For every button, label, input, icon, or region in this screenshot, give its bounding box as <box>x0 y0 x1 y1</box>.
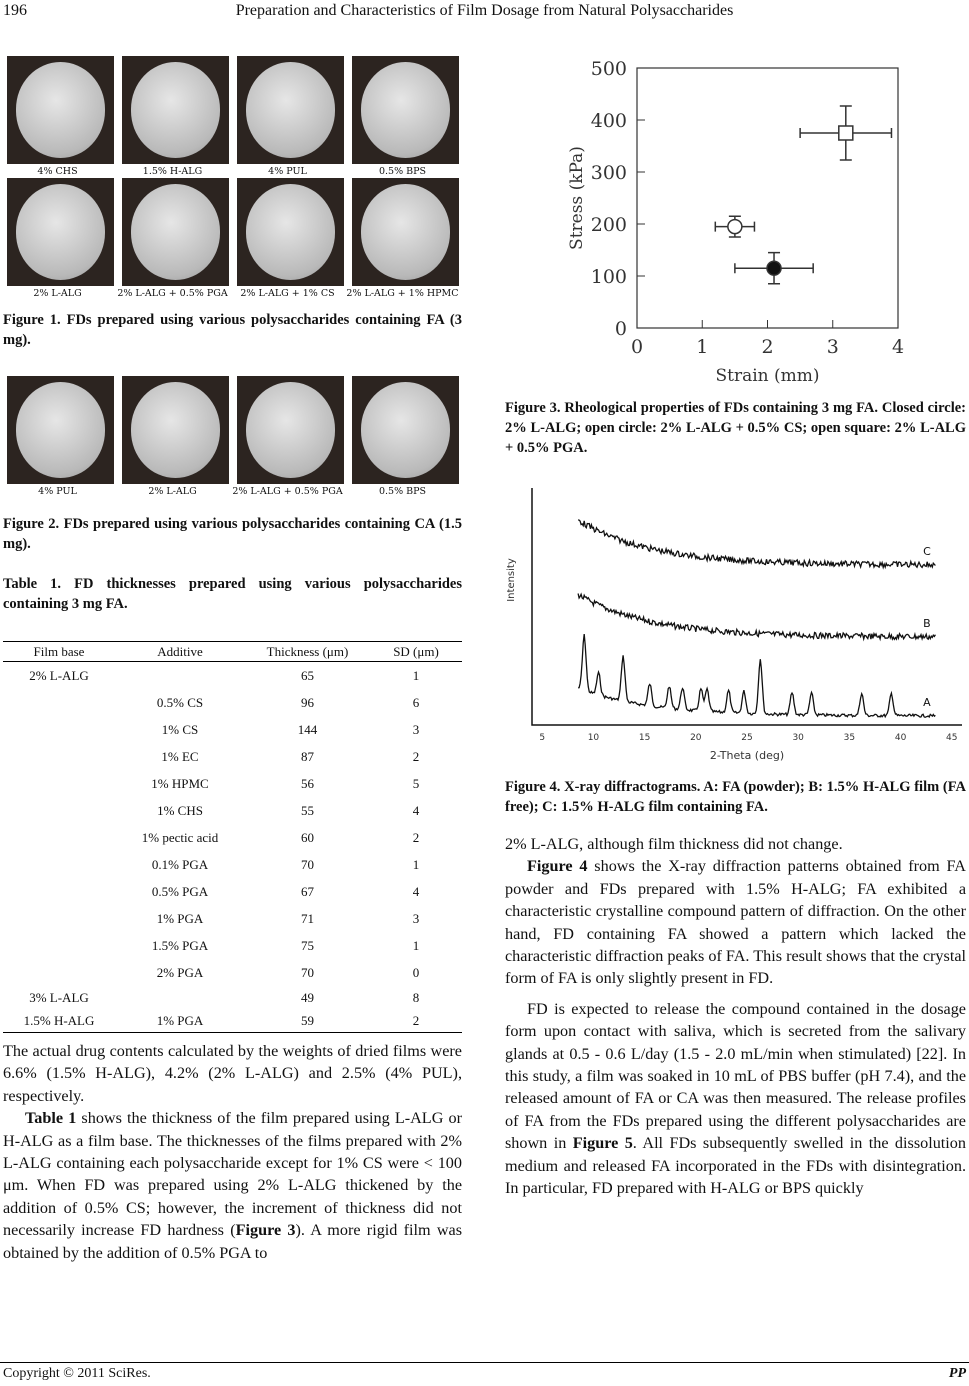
table-row <box>3 1009 462 1033</box>
journal-abbrev: PP <box>948 1366 966 1381</box>
film-photo <box>352 376 459 484</box>
film-disc <box>246 62 336 157</box>
figure-reference: Figure 3 <box>235 1221 296 1240</box>
column-header: SD (μm) <box>370 642 462 662</box>
film-disc <box>246 382 336 477</box>
paragraph-text: FD is expected to release the compound contained in the dosage form upon contact with saliva, which is secreted from the salivary glands at 0.5 - 0.6 L/day (1.5 - 2.0 mL/min when stimulated) [22]. In this study, a film was soaked in 10 mL of PBS buffer (pH 7.4), and the released amount of FA or CA was then measured. The release profiles of FA from the FDs prepared using the different polysaccharides are shown in <box>505 999 966 1153</box>
film-disc <box>16 382 106 477</box>
paragraph <box>505 855 966 989</box>
film-disc <box>361 184 451 279</box>
x-axis-label: Strain (mm) <box>715 366 820 386</box>
footer-rule <box>0 1362 969 1363</box>
figure-2 <box>0 372 465 502</box>
table-cell <box>115 662 245 690</box>
table-cell: 1% EC <box>161 748 199 764</box>
film-disc <box>131 184 221 279</box>
film-label: 1.5% H-ALG <box>142 166 203 177</box>
table-cell <box>3 851 115 878</box>
table-cell: 4 <box>412 883 420 899</box>
film-disc <box>361 62 451 157</box>
film-disc <box>131 62 221 157</box>
table-cell: 1.5% PGA <box>151 937 209 953</box>
y-axis-label: Stress (kPa) <box>567 146 587 250</box>
figure-2-caption: Figure 2. FDs prepared using various polysaccharides containing CA (1.5 mg). <box>3 516 462 552</box>
table-row <box>3 932 462 959</box>
table-row <box>3 959 462 986</box>
table-row <box>3 851 462 878</box>
x-tick-label: 1 <box>696 336 709 358</box>
film-photo <box>7 56 114 164</box>
film-photo <box>352 56 459 164</box>
x-tick-label: 25 <box>741 733 753 743</box>
table-row <box>3 716 462 743</box>
axes <box>532 488 962 725</box>
page-number: 196 <box>3 2 27 19</box>
series-label: A <box>923 696 931 709</box>
table-cell: 1.5% H-ALG <box>3 1009 115 1033</box>
table-row <box>3 770 462 797</box>
film-label: 4% PUL <box>268 166 307 177</box>
table-cell: 1% HPMC <box>151 775 209 791</box>
table-row <box>3 662 462 690</box>
table-cell: 75 <box>301 937 314 953</box>
table-cell: 2% PGA <box>156 964 204 980</box>
table-reference: Table 1 <box>25 1109 77 1128</box>
table-row <box>3 824 462 851</box>
table-row <box>3 743 462 770</box>
series-label: B <box>923 617 931 630</box>
figure-3-chart <box>560 50 910 390</box>
y-tick-label: 300 <box>590 162 627 184</box>
table-cell: 55 <box>301 802 314 818</box>
table-cell: 1% pectic acid <box>141 829 219 845</box>
table-cell: 0 <box>412 964 420 980</box>
table-cell <box>3 824 115 851</box>
film-photo <box>122 376 229 484</box>
film-label: 4% PUL <box>38 486 77 497</box>
table-cell <box>3 770 115 797</box>
plot-frame <box>637 68 898 328</box>
x-tick-label: 15 <box>638 733 651 743</box>
y-tick-label: 100 <box>590 266 627 288</box>
film-label: 2% L-ALG + 1% HPMC <box>346 288 459 299</box>
table-cell: 3 <box>412 910 420 926</box>
table-cell: 70 <box>301 856 314 872</box>
paragraph-text: shows the thickness of the film prepared using L-ALG or H-ALG as a film base. The thicknesses of the films prepared with 2% L-ALG containing each polysaccharide except for 1% CS were < 100 μm. When FD was prepared using 2% L-ALG thickened by the addition of 0.5% CS; however, the increment of thickness did not necessarily increase FD hardness ( <box>3 1109 462 1240</box>
running-header <box>0 0 969 24</box>
film-photo <box>7 178 114 286</box>
table-cell <box>3 716 115 743</box>
table-cell: 65 <box>301 667 314 683</box>
table-cell: 144 <box>297 721 318 737</box>
table-cell: 60 <box>301 829 314 845</box>
data-point-square <box>839 126 853 140</box>
table-cell: 49 <box>301 989 314 1005</box>
table-cell: 1% PGA <box>115 1009 245 1033</box>
table-cell <box>3 932 115 959</box>
figure-1-caption: Figure 1. FDs prepared using various polysaccharides containing FA (3 mg). <box>3 312 462 348</box>
table-cell: 1 <box>412 937 420 953</box>
table-row <box>3 797 462 824</box>
y-tick-label: 400 <box>590 110 627 132</box>
table-cell: 67 <box>301 883 314 899</box>
x-tick-label: 2 <box>761 336 774 358</box>
film-photo <box>7 376 114 484</box>
table-cell <box>3 905 115 932</box>
x-tick-label: 10 <box>587 733 600 743</box>
paragraph: The actual drug contents calculated by the weights of dried films were 6.6% (1.5% H-ALG), 4.2% (2% L-ALG) and 2.5% (4% PUL), respectively. <box>3 1042 462 1105</box>
figure-4-caption: Figure 4. X-ray diffractograms. A: FA (powder); B: 1.5% H-ALG film (FA free); C: 1.5% H-ALG film containing FA. <box>505 779 966 815</box>
table-cell: 0.5% CS <box>156 694 204 710</box>
film-label: 2% L-ALG + 0.5% PGA <box>117 288 228 299</box>
film-label: 2% L-ALG + 0.5% PGA <box>232 486 343 497</box>
y-axis-label: Intensity <box>506 558 517 602</box>
table-cell: 96 <box>301 694 314 710</box>
y-tick-label: 500 <box>590 58 627 80</box>
table-cell: 59 <box>245 1009 370 1033</box>
table-cell: 3 <box>412 721 420 737</box>
table-cell: 6 <box>412 694 420 710</box>
table-1-caption: Table 1. FD thicknesses prepared using various polysaccharides containing 3 mg FA. <box>3 576 462 612</box>
table-cell: 87 <box>301 748 314 764</box>
table-cell: 70 <box>301 964 314 980</box>
paragraph <box>505 998 966 1200</box>
table-row <box>3 905 462 932</box>
film-label: 0.5% BPS <box>378 486 427 497</box>
table-cell: 1% CS <box>161 721 199 737</box>
column-header: Thickness (μm) <box>245 642 370 662</box>
x-tick-label: 5 <box>539 733 546 743</box>
table-cell: 1% CHS <box>157 802 203 818</box>
left-column-text <box>3 1040 462 1264</box>
table-row <box>3 878 462 905</box>
figure-1 <box>0 52 465 302</box>
film-label: 4% CHS <box>37 166 78 177</box>
figure-reference: Figure 4 <box>527 857 588 876</box>
x-tick-label: 45 <box>946 733 958 743</box>
table-1 <box>3 641 462 1033</box>
data-point-circle <box>767 261 781 275</box>
paragraph-text: shows the X-ray diffraction patterns obtained from FA powder and FDs prepared with 1.5% H-ALG; FA exhibited a characteristic crystalline compound pattern of diffraction. On the other hand, FD containing FA showed a pattern which lacked the characteristic diffraction peaks of FA. This result shows that the crystal form of FA is only slightly present in FD. <box>505 857 967 988</box>
film-photo <box>122 178 229 286</box>
table-cell: 2% L-ALG <box>29 667 89 683</box>
figure-reference: Figure 5 <box>572 1134 633 1153</box>
y-tick-label: 200 <box>590 214 627 236</box>
table-cell: 2 <box>370 1009 462 1033</box>
film-disc <box>361 382 451 477</box>
table-cell: 1 <box>412 667 420 683</box>
film-disc <box>131 382 221 477</box>
table-cell: 8 <box>412 989 420 1005</box>
table-row <box>3 689 462 716</box>
film-label: 2% L-ALG <box>148 486 197 497</box>
paragraph <box>3 1107 462 1264</box>
paragraph-text: . All FDs subsequently swelled in the dissolution medium and released FA incorporated in the FDs with disintegration. In particular, FD prepared with H-ALG or BPS quickly <box>505 1134 966 1198</box>
film-label: 0.5% BPS <box>378 166 427 177</box>
data-point-circle <box>728 220 742 234</box>
paragraph: 2% L-ALG, although film thickness did not change. <box>505 835 843 853</box>
table-cell: 56 <box>301 775 314 791</box>
film-photo <box>237 178 344 286</box>
table-cell: 0.5% PGA <box>151 883 209 899</box>
table-cell <box>3 689 115 716</box>
paragraph-text: ). A more rigid film was obtained by the addition of 0.5% PGA to <box>3 1221 463 1262</box>
film-disc <box>16 184 106 279</box>
x-tick-label: 30 <box>792 733 804 743</box>
y-tick-label: 0 <box>614 318 627 340</box>
table-cell: 3% L-ALG <box>29 989 89 1005</box>
column-header: Film base <box>3 642 115 662</box>
table-cell <box>3 959 115 986</box>
x-tick-label: 35 <box>843 733 856 743</box>
table-cell <box>3 743 115 770</box>
table-cell: 1% PGA <box>156 910 204 926</box>
table-cell: 0.1% PGA <box>151 856 209 872</box>
table-cell <box>115 986 245 1009</box>
x-tick-label: 4 <box>891 336 905 358</box>
table-row <box>3 986 462 1009</box>
table-cell: 5 <box>412 775 420 791</box>
copyright: Copyright © 2011 SciRes. <box>3 1366 151 1381</box>
table-cell: 4 <box>412 802 420 818</box>
film-photo <box>237 376 344 484</box>
film-disc <box>246 184 336 279</box>
film-photo <box>122 56 229 164</box>
figure-4-chart <box>500 480 969 770</box>
film-photo <box>237 56 344 164</box>
film-label: 2% L-ALG <box>33 288 82 299</box>
film-photo <box>352 178 459 286</box>
footer <box>3 1366 966 1382</box>
x-tick-label: 40 <box>894 733 907 743</box>
diffraction-trace-B <box>578 594 935 640</box>
running-title: Preparation and Characteristics of Film Dosage from Natural Polysaccharides <box>235 2 734 19</box>
table-cell: 2 <box>412 748 420 764</box>
table-cell <box>3 878 115 905</box>
table-cell <box>3 797 115 824</box>
table-cell: 2 <box>412 829 420 845</box>
x-tick-label: 0 <box>630 336 644 358</box>
x-axis-label: 2-Theta (deg) <box>709 749 785 762</box>
film-disc <box>16 62 106 157</box>
diffraction-trace-C <box>578 520 935 568</box>
x-tick-label: 20 <box>690 733 702 743</box>
film-label: 2% L-ALG + 1% CS <box>240 288 335 299</box>
diffraction-trace-A <box>578 634 935 717</box>
table-cell: 1 <box>412 856 420 872</box>
series-label: C <box>923 545 931 558</box>
figure-3-caption: Figure 3. Rheological properties of FDs containing 3 mg FA. Closed circle: 2% L-ALG; open circle: 2% L-ALG + 0.5% CS; open square: 2% L-ALG + 0.5% PGA. <box>505 400 966 456</box>
right-column-text <box>505 833 966 1200</box>
column-header: Additive <box>115 642 245 662</box>
x-tick-label: 3 <box>826 336 839 358</box>
table-cell: 71 <box>301 910 314 926</box>
